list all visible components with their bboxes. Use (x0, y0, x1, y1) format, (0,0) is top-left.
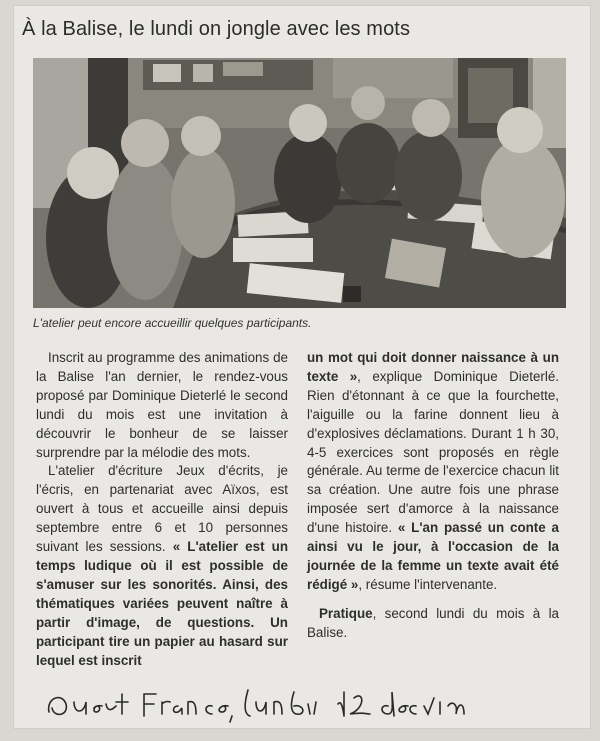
paragraph (307, 605, 559, 643)
handwritten-source-note (44, 684, 474, 724)
paragraph (36, 462, 288, 670)
article-column-right (307, 349, 559, 643)
article-photo (33, 58, 566, 308)
photo-caption: L'atelier peut encore accueillir quelques participants. (33, 316, 312, 330)
quote-text: un mot qui doit donner naissance à un texte » (307, 350, 559, 384)
paragraph-text: , résume l'intervenante. (358, 576, 498, 592)
quote-text: « L'atelier est un temps ludique où il est possible de s'amuser sur les sonorités. Ainsi, des thématiques variées peuvent naître à partir d'image, de questions. Un participant tire un papier au hasard sur lequel est inscrit (36, 539, 289, 668)
practical-label: Pratique (319, 605, 373, 621)
workshop-photo-illustration (33, 58, 566, 308)
paragraph-text: L'atelier d'écriture Jeux d'écrits, je l'écris, en partenariat avec Aïxos, est ouvert à tous et accueille ainsi depuis septembre entre 6 et 10 personnes suivant les sessions. (36, 463, 288, 555)
paragraph-text: , explique Dominique Dieterlé. Rien d'étonnant à ce que la fourchette, l'aiguille ou la farine donnent lieu à d'explosives déclamations. Durant 1 h 30, 4-5 exercices sont proposés en règle générale. Au terme de l'exercice chacun lit sa création. Une autre fois une phrase imposée sert d'amorce à la naissance d'une histoire. (307, 368, 559, 536)
quote-text: « L'an passé un conte a ainsi vu le jour, à l'occasion de la journée de la femme un texte avait été rédigé » (307, 520, 559, 592)
article-title: À la Balise, le lundi on jongle avec les mots (22, 18, 411, 40)
paragraph: Inscrit au programme des animations de la Balise l'an dernier, le rendez-vous proposé par Dominique Dieterlé le second lundi du mois est une invitation à découvrir le bonheur de se laisser surprendre par la mélodie des mots. (36, 350, 288, 460)
article-column-left (36, 349, 288, 670)
paragraph-text: , second lundi du mois à la Balise. (307, 605, 559, 640)
paragraph (307, 349, 559, 595)
